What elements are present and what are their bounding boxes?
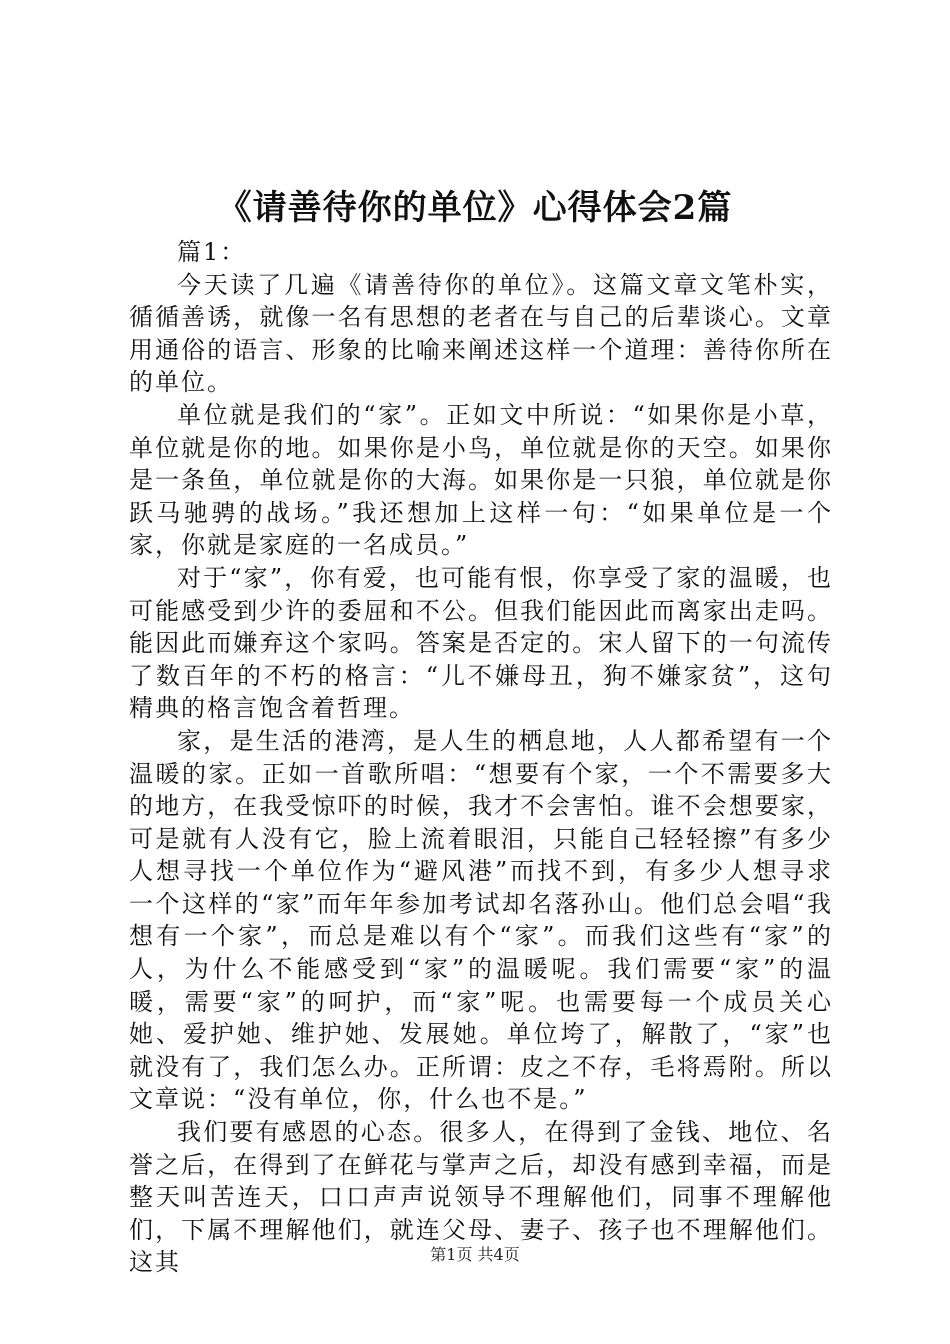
paragraph: 我们要有感恩的心态。很多人，在得到了金钱、地位、名誉之后，在得到了在鲜花与掌声之后，却没有感到幸福，而是整天叫苦连天，口口声声说领导不理解他们，同事不理解他们，下属不理解他们，就连父母、妻子、孩子也不理解他们。这其 bbox=[129, 1118, 833, 1277]
page-footer: 第1页 共4页 bbox=[430, 1245, 520, 1264]
paragraph: 对于“家”，你有爱，也可能有恨，你享受了家的温暖，也可能感受到少许的委屈和不公。但我们能因此而离家出走吗。能因此而嫌弃这个家吗。答案是否定的。宋人留下的一句流传了数百年的不朽的格言：“儿不嫌母丑，狗不嫌家贫”，这句精典的格言饱含着哲理。 bbox=[129, 563, 833, 723]
document-title: 《请善待你的单位》心得体会2篇 bbox=[217, 188, 733, 228]
paragraph: 今天读了几遍《请善待你的单位》。这篇文章文笔朴实，循循善诱，就像一名有思想的老者在与自己的后辈谈心。文章用通俗的语言、形象的比喻来阐述这样一个道理：善待你所在的单位。 bbox=[129, 270, 833, 397]
document-body bbox=[129, 236, 833, 1279]
paragraph: 单位就是我们的“家”。正如文中所说：“如果你是小草，单位就是你的地。如果你是小鸟，单位就是你的天空。如果你是一条鱼，单位就是你的大海。如果你是一只狼，单位就是你跃马驰骋的战场。”我还想加上这样一句：“如果单位是一个家，你就是家庭的一名成员。” bbox=[129, 400, 833, 560]
section-label: 篇1： bbox=[177, 238, 247, 266]
paragraph: 家，是生活的港湾，是人生的栖息地，人人都希望有一个温暖的家。正如一首歌所唱：“想要有个家，一个不需要多大的地方，在我受惊吓的时候，我才不会害怕。谁不会想要家，可是就有人没有它，脸上流着眼泪，只能自己轻轻擦”有多少人想寻找一个单位作为“避风港”而找不到，有多少人想寻求一个这样的“家”而年年参加考试却名落孙山。他们总会唱“我想有一个家”，而总是难以有个“家”。而我们这些有“家”的人，为什么不能感受到“家”的温暖呢。我们需要“家”的温暖，需要“家”的呵护，而“家”呢。也需要每一个成员关心她、爱护她、维护她、发展她。单位垮了，解散了，“家”也就没有了，我们怎么办。正所谓：皮之不存，毛将焉附。所以文章说：“没有单位，你，什么也不是。” bbox=[129, 726, 833, 1114]
